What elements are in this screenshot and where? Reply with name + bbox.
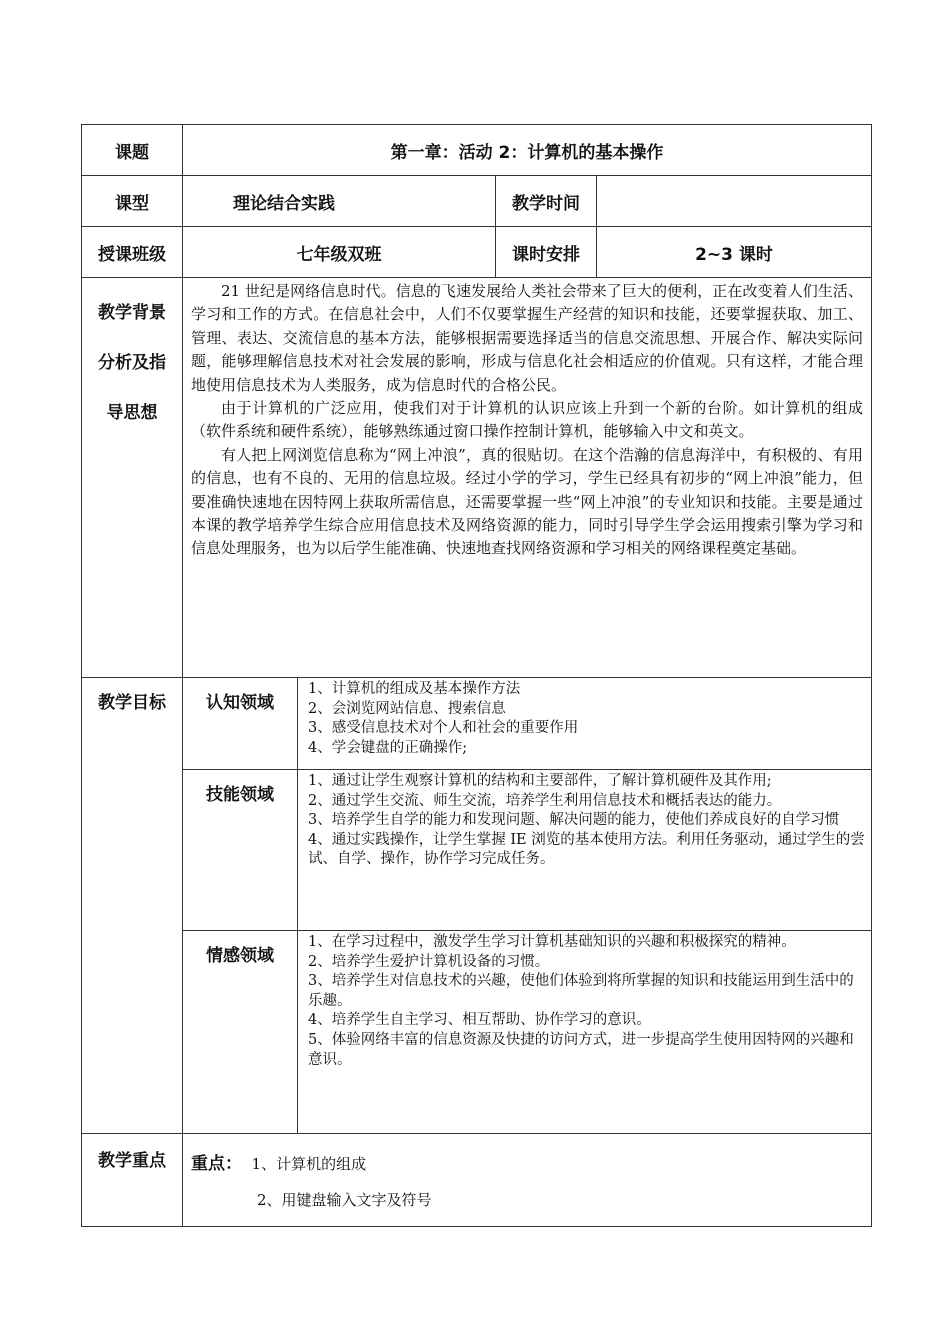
background-label xyxy=(82,278,183,678)
goal-skill-row xyxy=(82,770,872,931)
background-label-line: 分析及指 xyxy=(98,353,166,373)
key-point-item: 2、用键盘输入文字及符号 xyxy=(257,1191,432,1209)
list-item: 1、计算机的组成及基本操作方法 xyxy=(308,681,521,697)
list-item: 4、学会键盘的正确操作; xyxy=(308,739,468,756)
hours-label: 课时安排 xyxy=(496,227,597,278)
background-label-line: 导思想 xyxy=(106,403,158,423)
list-item: 1、通过让学生观察计算机的结构和主要部件，了解计算机硬件及其作用; xyxy=(308,773,772,789)
background-row xyxy=(82,278,872,678)
background-paragraph: 有人把上网浏览信息称为“网上冲浪”，真的很贴切。在这个浩瀚的信息海洋中，有积极的、有用的信息，也有不良的、无用的信息垃圾。经过小学的学习，学生已经具有初步的“网上冲浪”能力，但要准确快速地在因特网上获取所需信息，还需要掌握一些“网上冲浪”的专业知识和技能。主要是通过本课的教学培养学生综合应用信息技术及网络资源的能力，同时引导学生学会运用搜索引擎为学习和信息处理服务，也为以后学生能准确、快速地查找网络资源和学习相关的网络课程奠定基础。 xyxy=(191,445,863,558)
goals-label: 教学目标 xyxy=(82,678,183,1134)
key-point-line xyxy=(191,1182,863,1218)
type-label: 课型 xyxy=(82,176,183,227)
emotion-label: 情感领域 xyxy=(183,931,298,1134)
time-value xyxy=(597,176,872,227)
class-row xyxy=(82,227,872,278)
type-row xyxy=(82,176,872,227)
goal-cognitive-row xyxy=(82,678,872,770)
background-label-line: 教学背景 xyxy=(98,303,166,323)
key-point-line xyxy=(191,1146,863,1182)
background-paragraph: 由于计算机的广泛应用，使我们对于计算机的认识应该上升到一个新的台阶。如计算机的组成（软件系统和硬件系统），能够熟练通过窗口操作控制计算机，能够输入中文和英文。 xyxy=(191,399,863,441)
key-point-item: 1、计算机的组成 xyxy=(251,1155,367,1173)
list-item: 1、在学习过程中，激发学生学习计算机基础知识的兴趣和积极探究的精神。 xyxy=(308,934,796,950)
cognitive-label: 认知领域 xyxy=(183,678,298,770)
emotion-list xyxy=(298,931,872,1134)
goal-emotion-row xyxy=(82,931,872,1134)
background-text xyxy=(183,278,872,678)
type-value: 理论结合实践 xyxy=(183,176,496,227)
list-item: 3、培养学生对信息技术的兴趣，使他们体验到将所掌握的知识和技能运用到生活中的乐趣。 xyxy=(308,973,854,1009)
list-item: 4、培养学生自主学习、相互帮助、协作学习的意识。 xyxy=(308,1012,651,1029)
class-value: 七年级双班 xyxy=(183,227,496,278)
key-points-prefix: 重点： xyxy=(191,1154,242,1174)
topic-row xyxy=(82,125,872,176)
class-label: 授课班级 xyxy=(82,227,183,278)
topic-label: 课题 xyxy=(82,125,183,176)
topic-value: 第一章：活动 2：计算机的基本操作 xyxy=(183,125,872,176)
key-points-cell xyxy=(183,1134,872,1227)
list-item: 5、体验网络丰富的信息资源及快捷的访问方式，进一步提高学生使用因特网的兴趣和意识。 xyxy=(308,1031,854,1068)
skill-list xyxy=(298,770,872,931)
list-item: 2、培养学生爱护计算机设备的习惯。 xyxy=(308,953,550,970)
lesson-plan-table xyxy=(81,124,872,1227)
background-paragraph: 21 世纪是网络信息时代。信息的飞速发展给人类社会带来了巨大的便利，正在改变着人们生活、学习和工作的方式。在信息社会中，人们不仅要掌握生产经营的知识和技能，还要掌握获取、加工、管理、表达、交流信息的基本方法，能够根据需要选择适当的信息交流思想、开展合作、解决实际问题，能够理解信息技术对社会发展的影响，形成与信息化社会相适应的价值观。只有这样，才能合理地使用信息技术为人类服务，成为信息时代的合格公民。 xyxy=(191,282,863,394)
skill-label: 技能领域 xyxy=(183,770,298,931)
hours-value: 2~3 课时 xyxy=(597,227,872,278)
list-item: 2、通过学生交流、师生交流，培养学生利用信息技术和概括表达的能力。 xyxy=(308,792,782,809)
time-label: 教学时间 xyxy=(496,176,597,227)
list-item: 4、通过实践操作，让学生掌握 IE 浏览的基本使用方法。利用任务驱动，通过学生的尝试、自学、操作，协作学习完成任务。 xyxy=(308,831,865,868)
list-item: 2、会浏览网站信息、搜索信息 xyxy=(308,700,506,717)
key-points-label: 教学重点 xyxy=(82,1134,183,1227)
key-points-row xyxy=(82,1134,872,1227)
cognitive-list xyxy=(298,678,872,770)
list-item: 3、培养学生自学的能力和发现问题、解决问题的能力，使他们养成良好的自学习惯 xyxy=(308,812,840,829)
list-item: 3、感受信息技术对个人和社会的重要作用 xyxy=(308,720,579,737)
